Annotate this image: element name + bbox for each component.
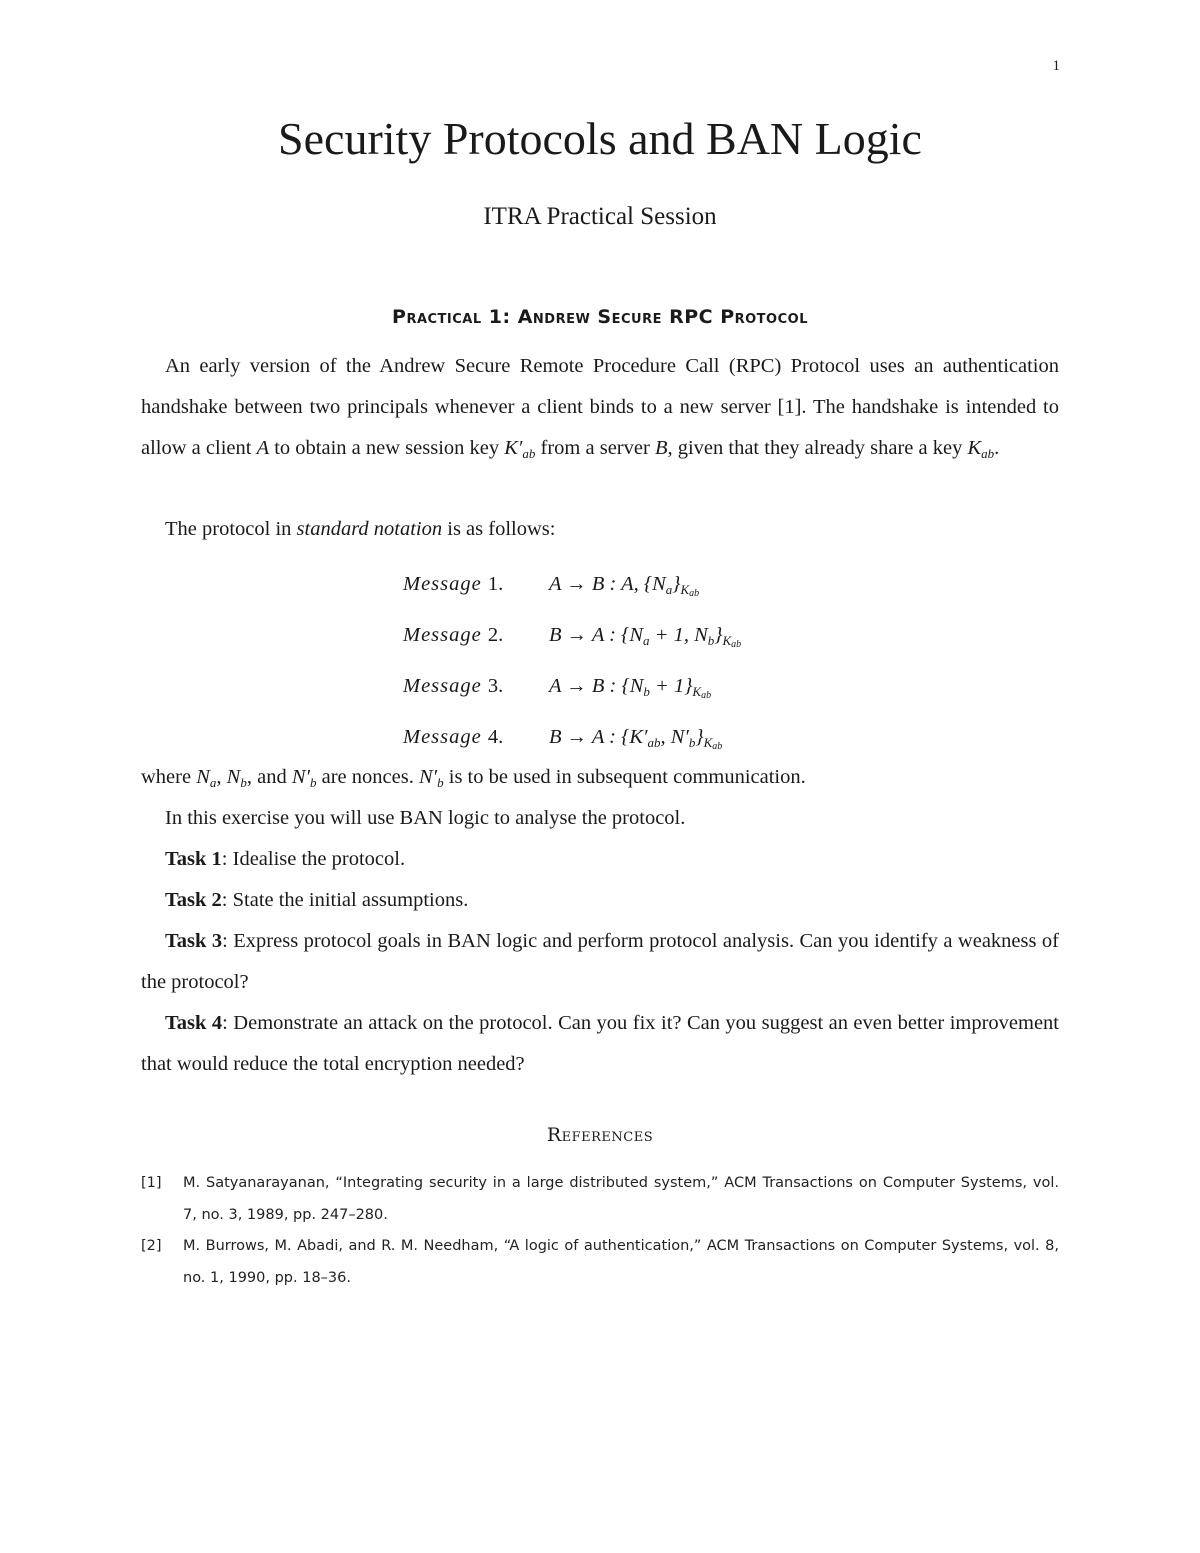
message-row: Message 4. B → A : {$K'_{ab}$, $N'_b\}_{K_{ab}}$ [403,726,723,752]
exercise-body [141,757,1059,1085]
practical-heading: Practical 1: Andrew Secure RPC Protocol [392,306,808,328]
task-3: Task 3: Express protocol goals in BAN logic and perform protocol analysis. Can you identify a weakness of the protocol? [141,930,1059,993]
reference-item: [1] M. Satyanarayanan, “Integrating security in a large distributed system,” ACM Transactions on Computer Systems, vol. 7, no. 3, 1989, pp. 247–280. [141,1175,1059,1223]
exercise-line: In this exercise you will use BAN logic to analyse the protocol. [165,807,686,829]
message-row: Message 2. B → A : {$N_a + 1$, $N_b\}_{K_{ab}}$ [403,624,742,650]
protocol-messages [403,559,863,763]
document-subtitle: ITRA Practical Session [483,203,717,230]
message-row: Message 1. A → B : A, $\{N_a\}_{K_{ab}}$ [403,573,700,599]
task-2: Task 2: State the initial assumptions. [165,889,469,911]
task-1: Task 1: Idealise the protocol. [165,848,406,870]
reference-item: [2] M. Burrows, M. Abadi, and R. M. Needham, “A logic of authentication,” ACM Transactions on Computer Systems, vol. 8, no. 1, 1990, pp. 18–36. [141,1238,1059,1286]
page-number: 1 [1052,58,1060,74]
message-row: Message 3. A → B : $\{N_b + 1\}_{K_{ab}}$ [403,675,712,701]
references-heading: References [546,1124,654,1146]
notation-paragraph: The protocol in standard notation is as follows: [165,518,556,540]
intro-paragraph: An early version of the Andrew Secure Remote Procedure Call (RPC) Protocol uses an authentication handshake between two principals whenever a client binds to a new server [1]. The handshake is intended to allow a client A to obtain a new session key $K'_{ab}$ from a server B, given that they already share a key $K_{ab}$. [141,355,1059,461]
references-list [141,1168,1059,1294]
task-4: Task 4: Demonstrate an attack on the protocol. Can you fix it? Can you suggest an even better improvement that would reduce the total encryption needed? [141,1012,1059,1075]
document-title: Security Protocols and BAN Logic [278,113,922,164]
where-line: where $N_a$, $N_b$, and $N'_b$ are nonces. $N'_b$ is to be used in subsequent communication. [141,766,806,790]
